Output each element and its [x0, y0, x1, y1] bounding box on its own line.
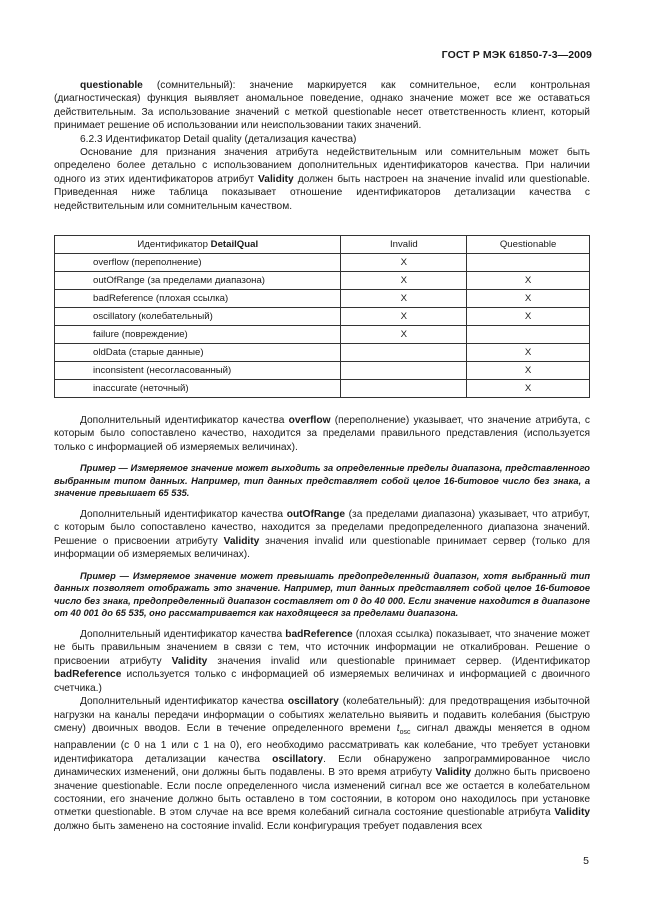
invalid-cell: [341, 362, 467, 380]
table-row: [55, 344, 590, 362]
paragraph-badreference: Дополнительный идентификатор качества badReference (плохая ссылка) показывает, что значение может не быть правильным значением в связи с тем, что источник информации не откалиброван. Решение о присвоении атрибуту Validity значения invalid или questionable принимает сервер. (Идентификатор badReference используется только с информацией об измеряемых величинах и информацией с двоичного счетчика.): [54, 629, 590, 694]
page-number: 5: [583, 855, 589, 867]
term-questionable: questionable: [80, 80, 143, 91]
column-header-invalid: Invalid: [341, 236, 467, 254]
questionable-cell: X: [467, 344, 590, 362]
identifier-cell: inaccurate (неточный): [55, 380, 341, 398]
identifier-cell: outOfRange (за пределами диапазона): [55, 272, 341, 290]
identifier-cell: oscillatory (колебательный): [55, 308, 341, 326]
identifier-cell: overflow (переполнение): [55, 254, 341, 272]
document-body: [54, 79, 590, 833]
example-overflow: Пример — Измеряемое значение может выходить за определенные пределы диапазона, представленного выбранным типом данных. Например, тип данных представляет собой целое 16-битовое число без знака, а значение превышает 65 535.: [54, 463, 590, 499]
questionable-cell: X: [467, 362, 590, 380]
paragraph-detail-quality-intro: Основание для признания значения атрибута недействительным или сомнительным может быть определено более детально с использованием дополнительных идентификаторов качества. При наличии одного из этих идентификаторов атрибут Validity должен быть настроен на значение invalid или questionable. Приведенная ниже таблица показывает отношение идентификаторов детализации качества с недействительным или сомнительным качеством.: [54, 147, 590, 212]
table-row: [55, 290, 590, 308]
table-row: [55, 362, 590, 380]
paragraph-overflow: Дополнительный идентификатор качества overflow (переполнение) указывает, что значение атрибута, с которым было сопоставлено качество, находится за пределами правильного представления (используется только с информацией об измеряемых величинах).: [54, 415, 590, 453]
table-header-row: [55, 236, 590, 254]
invalid-cell: X: [341, 272, 467, 290]
table-row: [55, 272, 590, 290]
questionable-cell: X: [467, 290, 590, 308]
table-row: [55, 326, 590, 344]
column-header-questionable: Questionable: [467, 236, 590, 254]
table-row: [55, 254, 590, 272]
questionable-cell: X: [467, 272, 590, 290]
identifier-cell: badReference (плохая ссылка): [55, 290, 341, 308]
example-outofrange: Пример — Измеряемое значение может превышать предопределенный диапазон, хотя выбранный тип данных позволяет отображать это значение. Например, тип данных представляет собой целое 16-битовое число без знака, предопределенный диапазон составляет от 0 до 40 000. Если значение находится в диапазоне от 40 001 до 65 535, оно рассматривается как находящееся за пределами диапазона.: [54, 570, 590, 619]
paragraph-questionable: questionable (сомнительный): значение маркируется как сомнительное, если контрольная (диагностическая) функция выявляет аномальное поведение, однако значение может все же оставаться действительным. За использование значений с меткой questionable несет ответственность клиент, который принимает решение об использовании или неиспользовании таких значений.: [54, 80, 590, 132]
paragraph-oscillatory: Дополнительный идентификатор качества oscillatory (колебательный): для предотвращения избыточной нагрузки на каналы передачи информации о событиях желательно выявить и подавить колебания (быструю смену) двоичных вводов. Если в течение определенного времени $t_{osc}$ сигнал дважды меняется в одном направлении (с 0 на 1 или с 1 на 0), его необходимо рассматривать как колебание, что требует установки идентификатора детализации качества oscillatory. Если обнаружено запрограммированное число динамических изменений, они должны быть подавлены. В это время атрибуту Validity должно быть присвоено значение questionable. Если после определенного числа изменений сигнал все же остается в колебательном состоянии, его значение должно быть оставлено в том состоянии, в котором оно находилось при установке отметки questionable. В этом случае на все время колебаний сигнала состояние questionable атрибута Validity должно быть заменено на состояние invalid. Если конфигурация требует подавления всех: [54, 696, 591, 832]
table-row: [55, 380, 590, 398]
table-row: [55, 308, 590, 326]
invalid-cell: X: [341, 326, 467, 344]
identifier-cell: failure (повреждение): [55, 326, 341, 344]
column-header-identifier: Идентификатор DetailQual: [55, 236, 341, 254]
identifier-cell: oldData (старые данные): [55, 344, 341, 362]
paragraph-outofrange: Дополнительный идентификатор качества outOfRange (за пределами диапазона) указывает, что атрибут, с которым было сопоставлено качество, находится за пределами предопределенного диапазона значений. Решение о присвоении атрибуту Validity значения invalid или questionable принимает сервер (только для информации об измеряемых величинах).: [54, 509, 590, 561]
section-heading-6-2-3: 6.2.3 Идентификатор Detail quality (детализация качества): [80, 133, 357, 145]
invalid-cell: [341, 344, 467, 362]
invalid-cell: X: [341, 308, 467, 326]
detail-quality-table: [54, 235, 590, 398]
questionable-cell: [467, 254, 590, 272]
invalid-cell: [341, 380, 467, 398]
questionable-cell: X: [467, 308, 590, 326]
questionable-cell: [467, 326, 590, 344]
questionable-cell: X: [467, 380, 590, 398]
invalid-cell: X: [341, 254, 467, 272]
identifier-cell: inconsistent (несогласованный): [55, 362, 341, 380]
document-header: ГОСТ Р МЭК 61850-7-3—2009: [441, 49, 592, 61]
invalid-cell: X: [341, 290, 467, 308]
